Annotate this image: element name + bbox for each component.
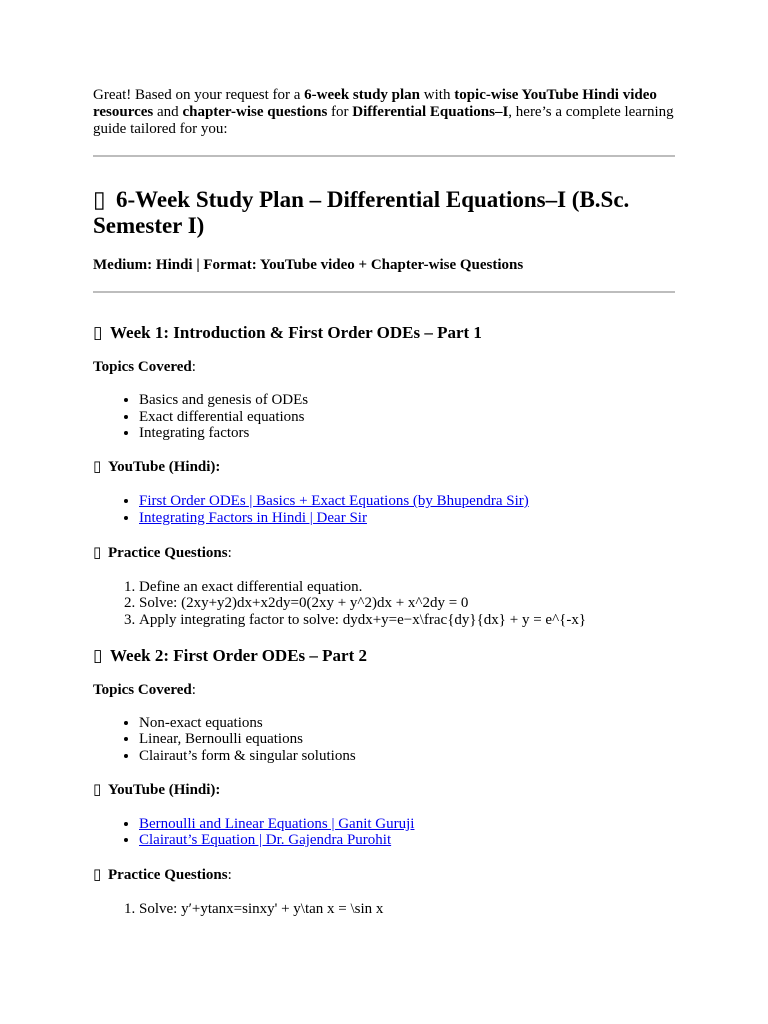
week-heading-text: Week 1: Introduction & First Order ODEs – Part 1: [110, 323, 482, 342]
list-item: • Linear, Bernoulli equations: [139, 731, 675, 748]
video-link[interactable]: Integrating Factors in Hindi | Dear Sir: [139, 509, 367, 526]
youtube-label-text: YouTube (Hindi):: [108, 781, 221, 798]
document-content: [93, 87, 675, 918]
video-links-list: [93, 493, 675, 526]
intro-text: for: [327, 104, 353, 120]
label-colon: :: [191, 359, 196, 375]
practice-icon: ▯: [93, 542, 102, 561]
video-link[interactable]: First Order ODEs | Basics + Exact Equations (by Bhupendra Sir): [139, 493, 529, 510]
intro-paragraph: [93, 87, 675, 138]
video-links-list: [93, 816, 675, 849]
practice-questions-label: [93, 544, 675, 562]
intro-bold-study-plan: 6-week study plan: [304, 87, 421, 103]
questions-list: [93, 901, 675, 918]
questions-list: [93, 579, 675, 629]
list-item: • Clairaut’s form & singular solutions: [139, 748, 675, 765]
list-item: 1. Define an exact differential equation.: [139, 579, 675, 596]
label-colon: :: [227, 867, 232, 884]
youtube-label: [93, 458, 675, 476]
label-colon: :: [227, 544, 232, 561]
week-heading-text: Week 2: First Order ODEs – Part 2: [110, 645, 368, 665]
list-item: • Exact differential equations: [139, 409, 675, 426]
list-item: [139, 510, 675, 527]
list-item: 2. Solve: (2xy+y2)dx+x2dy=0(2xy + y^2)dx + x^2dy = 0: [139, 595, 675, 612]
week-1-heading: [93, 323, 675, 343]
video-icon: ▯: [93, 779, 102, 798]
video-link[interactable]: Bernoulli and Linear Equations | Ganit Guruji: [139, 815, 415, 832]
practice-icon: ▯: [93, 865, 102, 884]
page-title: [93, 187, 675, 239]
practice-label-text: Practice Questions: [108, 867, 228, 884]
title-icon: ▯: [93, 187, 106, 213]
topics-covered-label: [93, 359, 675, 376]
video-icon: ▯: [93, 457, 102, 476]
intro-text: with: [420, 87, 455, 103]
list-item: [139, 816, 675, 833]
week-icon: ▯: [93, 323, 103, 343]
intro-bold-subject: Differential Equations–I: [352, 104, 509, 120]
list-item: 1. Solve: y′+ytanx=sinxy' + y\tan x = \sin x: [139, 901, 675, 918]
topics-list: [93, 392, 675, 442]
intro-bold-youtube: topic-wise YouTube Hindi video resources: [93, 87, 657, 120]
intro-text: , here’s a complete learning guide tailored for you:: [93, 104, 674, 137]
intro-bold-questions: chapter-wise questions: [182, 104, 328, 120]
video-link[interactable]: Clairaut’s Equation | Dr. Gajendra Purohit: [139, 832, 392, 849]
list-item: [139, 832, 675, 849]
youtube-label: [93, 781, 675, 799]
list-item: [139, 493, 675, 510]
practice-questions-label: [93, 866, 675, 884]
list-item: 3. Apply integrating factor to solve: dydx+y=e−x\frac{dy}{dx} + y = e^{-x}: [139, 612, 675, 629]
youtube-label-text: YouTube (Hindi):: [108, 459, 221, 476]
topics-covered-text: Topics Covered: [93, 359, 192, 375]
intro-text: and: [153, 104, 183, 120]
week-icon: ▯: [93, 645, 103, 666]
page-title-text: 6-Week Study Plan – Differential Equations–I (B.Sc. Semester I): [93, 187, 630, 238]
divider: [93, 291, 675, 293]
topics-covered-text: Topics Covered: [93, 681, 192, 698]
week-2-heading: [93, 646, 675, 666]
list-item: • Non-exact equations: [139, 715, 675, 732]
list-item: • Basics and genesis of ODEs: [139, 392, 675, 409]
list-item: • Integrating factors: [139, 425, 675, 442]
practice-label-text: Practice Questions: [108, 544, 228, 561]
medium-format-line: Medium: Hindi | Format: YouTube video + Chapter-wise Questions: [93, 257, 524, 273]
intro-text: Great! Based on your request for a: [93, 87, 305, 103]
divider: [93, 155, 675, 157]
label-colon: :: [191, 681, 196, 698]
topics-covered-label: [93, 682, 675, 699]
topics-list: [93, 715, 675, 765]
